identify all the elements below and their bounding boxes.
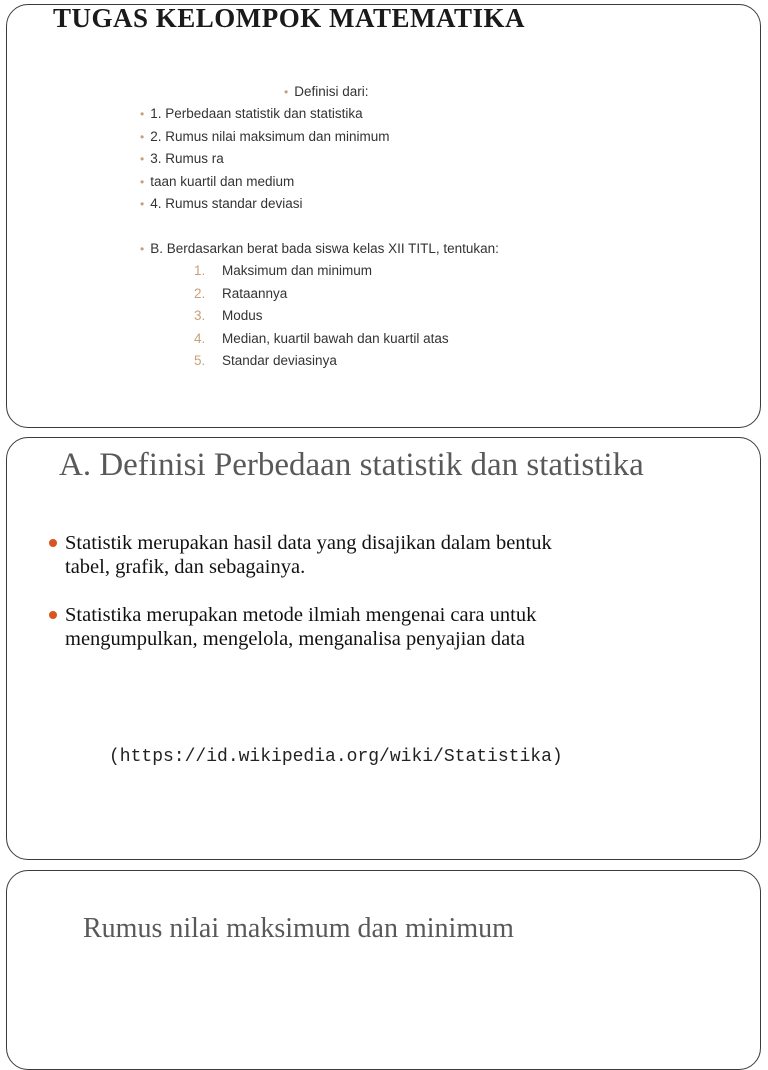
bullet-icon: • xyxy=(140,242,145,256)
slide-1 xyxy=(6,4,761,428)
numbered-item: 3. Modus xyxy=(194,308,263,323)
list-item: • 2. Rumus nilai maksimum dan minimum xyxy=(140,129,390,144)
bullet-icon: • xyxy=(140,107,145,121)
question-line: • B. Berdasarkan berat bada siswa kelas XII TITL, tentukan: xyxy=(140,241,499,256)
bullet-icon: • xyxy=(140,130,145,144)
list-item: • 3. Rumus ra xyxy=(140,151,224,166)
list-item: • 4. Rumus standar deviasi xyxy=(140,196,303,211)
slide-2-title: A. Definisi Perbedaan statistik dan statistika xyxy=(59,447,644,483)
numbered-item: 1. Maksimum dan minimum xyxy=(194,263,373,278)
bullet-icon xyxy=(49,539,57,547)
numbered-item: 4. Median, kuartil bawah dan kuartil atas xyxy=(194,331,449,346)
definition-heading: • Definisi dari: xyxy=(284,84,369,99)
source-citation: (https://id.wikipedia.org/wiki/Statistika) xyxy=(109,747,563,767)
bullet-icon: • xyxy=(284,85,289,99)
slide-2 xyxy=(6,437,761,860)
slide-3-title: Rumus nilai maksimum dan minimum xyxy=(83,913,514,944)
slide-1-title: TUGAS KELOMPOK MATEMATIKA xyxy=(53,3,526,33)
numbered-item: 5. Standar deviasinya xyxy=(194,353,337,368)
bullet-icon: • xyxy=(140,197,145,211)
numbered-item: 2. Rataannya xyxy=(194,286,288,301)
bullet-icon: • xyxy=(140,152,145,166)
definition-bullet: Statistika merupakan metode ilmiah mengenai cara untuk mengumpulkan, mengelola, menganalisa penyajian data xyxy=(49,603,589,651)
slide-3 xyxy=(6,870,761,1070)
bullet-icon: • xyxy=(140,175,145,189)
list-item: • taan kuartil dan medium xyxy=(140,174,295,189)
list-item: • 1. Perbedaan statistik dan statistika xyxy=(140,106,363,121)
bullet-icon xyxy=(49,611,57,619)
definition-bullet: Statistik merupakan hasil data yang disajikan dalam bentuk tabel, grafik, dan sebagainya. xyxy=(49,531,589,579)
